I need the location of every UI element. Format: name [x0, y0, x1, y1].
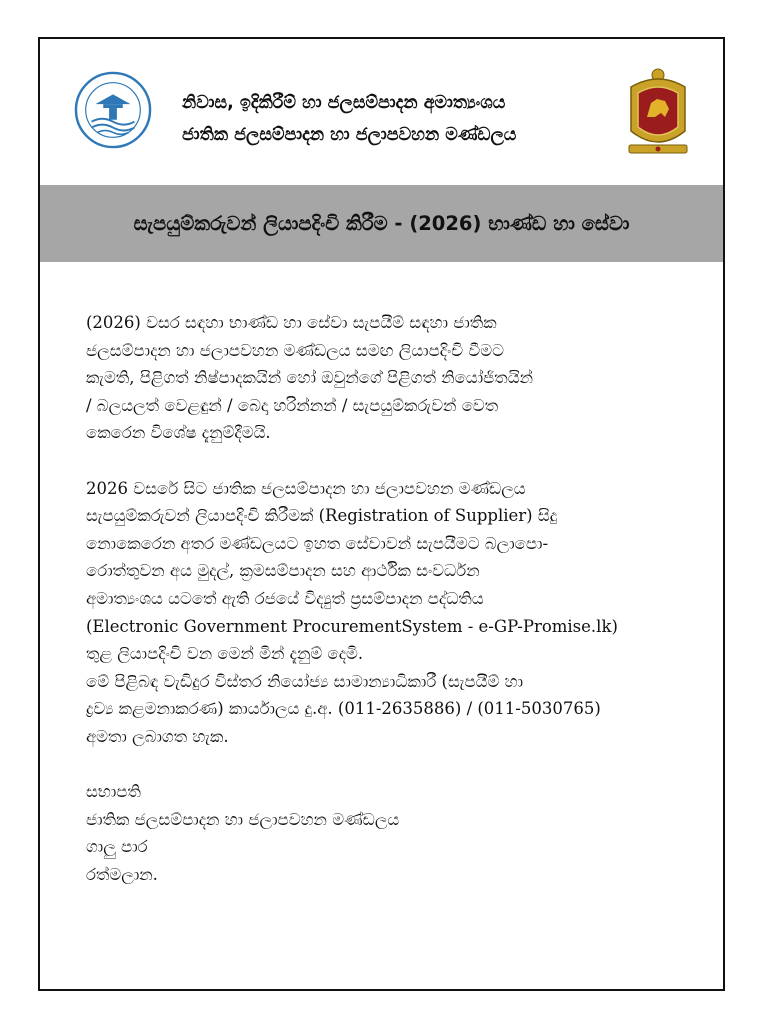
paragraph-line: ද්‍රව්‍ය කළමනාකරණ) කාර්යාලය දු.අ. (011-2635886) / (011-5030765) [86, 699, 601, 719]
paragraph-line: මේ පිළිබඳ වැඩිදුර විස්තර නියෝජ්‍ය සාමාන්‍යාධිකාරී (සැපයීම් හා [86, 671, 524, 691]
address-city: රත්මලාන. [86, 864, 158, 884]
paragraph-line: සැපයුම්කරුවන් ලියාපදිංචි කිරීමක් (Registration of Supplier) සිදු [86, 506, 558, 526]
water-board-logo-icon [74, 71, 152, 149]
notice-body [86, 309, 690, 888]
paragraph-line: (Electronic Government ProcurementSystem - e-GP-Promise.lk) [86, 616, 618, 636]
notice-banner [40, 185, 723, 262]
paragraph-2 [86, 475, 690, 751]
signature-block [86, 778, 690, 888]
notice-frame [38, 37, 725, 991]
signatory-organization: ජාතික ජලසම්පාදන හා ජලාපවහන මණ්ඩලය [86, 809, 400, 829]
paragraph-line: අමතා ලබාගත හැක. [86, 726, 229, 746]
address-street: ගාලු පාර [86, 837, 148, 857]
organization-name [182, 87, 622, 151]
paragraph-line: (2026) වසර සඳහා භාණ්ඩ හා සේවා සැපයීම් සඳහා ජාතික [86, 313, 497, 332]
sri-lanka-emblem-icon [625, 65, 691, 157]
paragraph-line: කැමති, පිළිගත් නිෂ්පාදකයින් හෝ ඔවුන්ගේ පිළිගත් නියෝජිතයින් [86, 368, 533, 388]
ministry-name: නිවාස, ඉදිකිරීම් හා ජලසම්පාදන අමාත්‍යංශය [182, 93, 506, 113]
paragraph-line: කෙරෙන විශේෂ දැනුම්දීමයි. [86, 423, 271, 443]
paragraph-line: නොකෙරෙන අතර මණ්ඩලයට ඉහත සේවාවන් සැපයීමට බලාපො- [86, 533, 549, 553]
signatory-title: සභාපති [86, 782, 141, 802]
header [40, 39, 723, 185]
board-name: ජාතික ජලසම්පාදන හා ජලාපවහන මණ්ඩලය [182, 125, 517, 145]
paragraph-line: ජලසම්පාදන හා ජලාපවහන මණ්ඩලය සමඟ ලියාපදිංචි වීමට [86, 340, 504, 360]
paragraph-line: අමාත්‍යංශය යටතේ ඇති රජයේ විද්‍යුත් ප්‍රසම්පාදන පද්ධතිය [86, 588, 484, 608]
paragraph-line: තුළ ලියාපදිංචි වන මෙන් මින් දැනුම් දෙමි. [86, 644, 364, 664]
paragraph-line: / බලයලත් වෙළඳුන් / බෙදා හරින්නන් / සැපයුම්කරුවන් වෙත [86, 395, 499, 415]
paragraph-line: රොත්තුවන අය මුදල්, ක්‍රමසම්පාදන සහ ආර්ථික සංවර්ධන [86, 561, 480, 581]
notice-title: සැපයුම්කරුවන් ලියාපදිංචි කිරීම - (2026) භාණ්ඩ හා සේවා [133, 212, 630, 235]
paragraph-line: 2026 වසරේ සිට ජාතික ජලසම්පාදන හා ජලාපවහන මණ්ඩලය [86, 478, 526, 498]
paragraph-1 [86, 309, 690, 447]
